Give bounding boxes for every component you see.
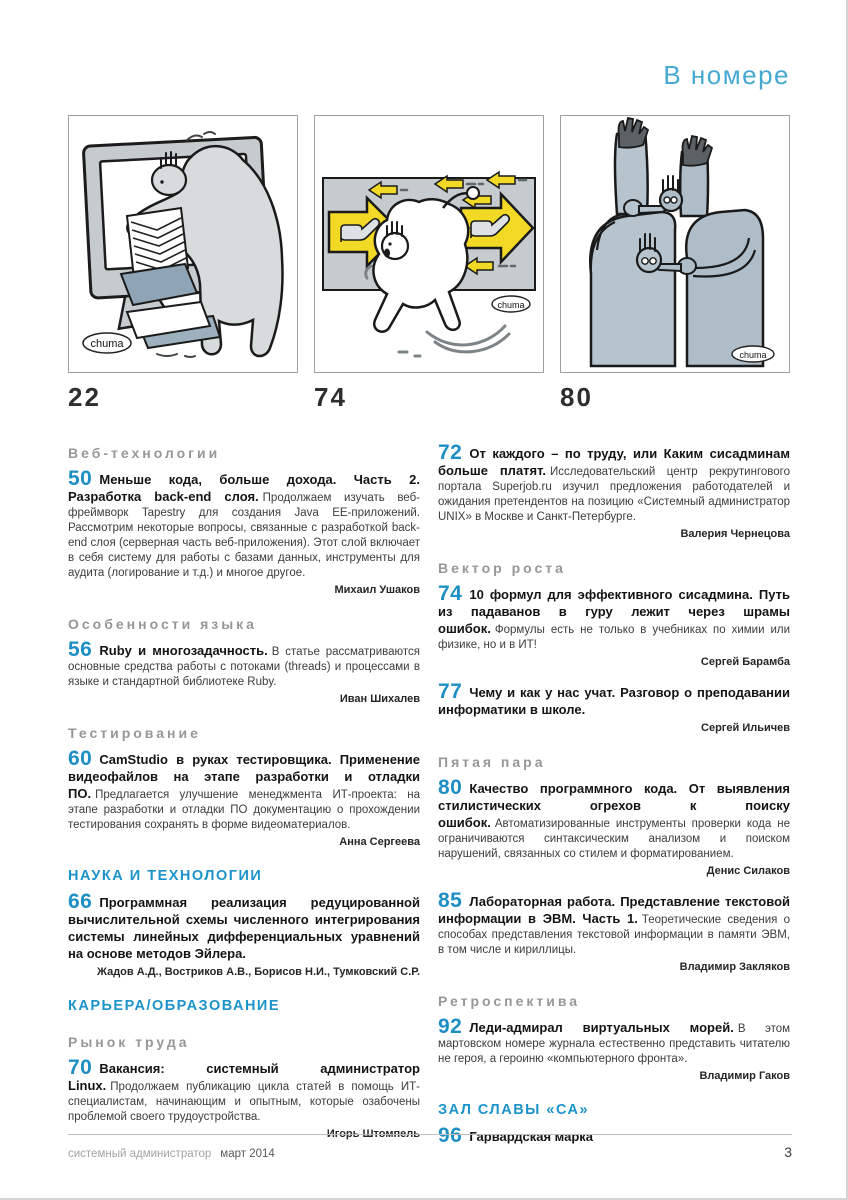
- article-page-number: 72: [438, 441, 463, 464]
- illustration-column: [560, 115, 790, 413]
- cartoon-80-image: [561, 116, 789, 372]
- article-author: Денис Силаков: [706, 865, 790, 877]
- article-66: [68, 890, 420, 978]
- article-desc: В статье рассматриваются основные средства работы с потоками (threads) и процессами в языке и стандартной библиотеке Ruby.: [68, 646, 420, 688]
- article-80: [438, 776, 790, 877]
- article-page-number: 77: [438, 680, 463, 703]
- section-heading-language: Особенности языка: [68, 616, 257, 632]
- article-77: [438, 680, 790, 734]
- article-title: Качество программного кода. От выявления стилистических огрехов к поиску ошибок.: [438, 781, 790, 830]
- artist-signature: [492, 296, 530, 312]
- article-72: [438, 441, 790, 540]
- section-heading-retrospective: Ретроспектива: [438, 993, 581, 1009]
- cartoon-running-between-arrows: [314, 115, 544, 373]
- section-heading-growth-vector: Вектор роста: [438, 560, 566, 576]
- page-content: [68, 60, 790, 1162]
- article-body: [68, 1056, 420, 1125]
- article-author: Михаил Ушаков: [334, 584, 420, 596]
- article-desc: Формулы есть не только в учебниках по химии или физике, но и в ИТ!: [438, 624, 790, 651]
- illustration-page-number: 22: [68, 382, 101, 412]
- article-body: [68, 467, 420, 581]
- article-85: [438, 889, 790, 973]
- article-page-number: 80: [438, 776, 463, 799]
- toc-column-right: [438, 441, 791, 1162]
- svg-text:chuma: chuma: [90, 338, 124, 350]
- artist-signature: [732, 346, 774, 362]
- illustration-column: [68, 115, 298, 413]
- article-74: [438, 582, 790, 668]
- svg-text:chuma: chuma: [497, 300, 525, 310]
- page-number: 3: [784, 1144, 792, 1160]
- article-desc: Продолжаем публикацию цикла статей в помощь ИТ-специалистам, начинающим и опытным, которые озабочены проблемой своего трудоустройства.: [68, 1081, 420, 1123]
- article-page-number: 85: [438, 889, 463, 912]
- article-author: Иван Шихалев: [339, 693, 420, 705]
- article-50: [68, 467, 420, 596]
- article-body: [438, 1015, 791, 1067]
- article-desc: Продолжаем изучать веб-фреймворк Tapestry для создания Java EE-приложений. Рассмотрим некоторые вопросы, связанные с разработкой back-end слоя (серверная часть веб-приложения). Этот слой включает в себя систему для работы с базами данных, инструменты для аудита (логирование и т.д.) и многое другое.: [68, 492, 420, 579]
- article-title: Леди-адмирал виртуальных морей.: [469, 1020, 734, 1035]
- article-body: [68, 747, 420, 833]
- section-heading-testing: Тестирование: [68, 725, 201, 741]
- article-title: Программная реализация редуцированной вычислительной схемы численного интегрирования системы линейных дифференциальных уравнений на основе методов Эйлера.: [68, 895, 420, 961]
- article-author: Жадов А.Д., Востриков А.В., Борисов Н.И., Тумковский С.Р.: [97, 966, 420, 978]
- illustration-row: [68, 115, 790, 413]
- left-figure: [590, 118, 675, 366]
- article-body: [438, 680, 790, 719]
- cartoon-22-image: [69, 116, 297, 372]
- article-author: Валерия Чернецова: [680, 528, 790, 540]
- article-title: CamStudio в руках тестировщика. Применение видеофайлов на этапе разработки и отладки ПО.: [68, 752, 420, 801]
- article-author: Игорь Штомпель: [326, 1128, 420, 1140]
- article-title: Гарвардская марка: [469, 1129, 593, 1144]
- upper-head: [660, 176, 682, 211]
- article-title: Чему и как у нас учат. Разговор о преподавании информатики в школе.: [438, 685, 790, 717]
- article-title: 10 формул для эффективного сисадмина. Путь из падаванов в гуру лежит через шрамы ошибок.: [438, 587, 790, 636]
- illustration-page-number: 74: [314, 382, 347, 412]
- svg-text:chuma: chuma: [739, 350, 767, 360]
- article-92: [438, 1015, 791, 1082]
- issue-date: март 2014: [220, 1148, 275, 1160]
- article-author: Сергей Ильичев: [701, 722, 790, 734]
- section-heading-science-tech: НАУКА И ТЕХНОЛОГИИ: [68, 868, 263, 884]
- article-title: От каждого – по труду, или Каким сисадминам больше платят.: [438, 446, 790, 478]
- illustration-column: [314, 115, 544, 413]
- section-heading-fifth-period: Пятая пара: [438, 754, 546, 770]
- article-70: [68, 1056, 420, 1140]
- article-56: [68, 638, 420, 705]
- illustration-page-number: 80: [560, 382, 593, 412]
- artist-signature: [83, 333, 131, 353]
- toc-columns: [68, 441, 791, 1162]
- article-body: [438, 441, 790, 525]
- article-page-number: 50: [68, 467, 93, 490]
- article-desc: Теоретические сведения о способах представления текстовой информации в памяти ЭВМ, в том числе и кириллицы.: [438, 914, 790, 956]
- article-page-number: 56: [68, 638, 93, 661]
- article-page-number: 70: [68, 1056, 93, 1079]
- article-title: Вакансия: системный администратор Linux.: [68, 1061, 420, 1093]
- article-body: [68, 638, 420, 690]
- section-heading-career-education: КАРЬЕРА/ОБРАЗОВАНИЕ: [68, 998, 281, 1014]
- cartoon-pulling-paper-from-monitor: [68, 115, 298, 373]
- article-author: Сергей Барамба: [700, 656, 790, 668]
- section-heading-job-market: Рынок труда: [68, 1034, 190, 1050]
- article-desc: В этом мартовском номере журнала естественно представить читателю не героя, а героиню «компьютерного фронта».: [438, 1023, 791, 1065]
- article-desc: Автоматизированные инструменты проверки кода не ограничиваются синтаксическим анализом и поиском нарушений, связанных со стилем и форматированием.: [438, 818, 790, 860]
- article-title: Лабораторная работа. Представление текстовой информации в ЭВМ. Часть 1.: [438, 894, 790, 926]
- article-author: Анна Сергеева: [339, 836, 420, 848]
- article-author: Владимир Гаков: [699, 1070, 790, 1082]
- cartoon-74-image: [315, 116, 543, 372]
- journal-name: системный администратор: [68, 1148, 212, 1160]
- article-author: Владимир Закляков: [679, 961, 790, 973]
- article-page-number: 66: [68, 890, 93, 913]
- footer-journal-info: [68, 1148, 275, 1160]
- page-title: В номере: [663, 60, 790, 90]
- section-heading-web-tech: Веб-технологии: [68, 445, 221, 461]
- cartoon-figures-pointing: [560, 115, 790, 373]
- section-heading-hall-of-fame: ЗАЛ СЛАВЫ «СА»: [438, 1102, 590, 1118]
- article-body: [438, 776, 790, 862]
- toc-column-left: [68, 445, 420, 1162]
- article-page-number: 74: [438, 582, 463, 605]
- article-title: Меньше кода, больше дохода. Часть 2. Разработка back-end слоя.: [68, 472, 420, 504]
- article-60: [68, 747, 420, 848]
- article-body: [438, 889, 790, 958]
- article-title: Ruby и многозадачность.: [99, 643, 268, 658]
- article-page-number: 92: [438, 1015, 463, 1038]
- page-footer: [68, 1134, 792, 1160]
- article-page-number: 96: [438, 1124, 463, 1147]
- article-body: [68, 890, 420, 963]
- article-body: [438, 582, 790, 653]
- article-desc: Исследовательский центр рекрутингового портала Superjob.ru изучил предложения работодателей и ожидания претендентов на позицию «Системный администратор UNIX» в Москве и Санкт-Петербурге.: [438, 466, 790, 523]
- article-desc: Предлагается улучшение менеджмента ИТ-проекта: на этапе разработки и отладки ПО документацию о прохождении тестирования сохранять в форме видеоматериалов.: [68, 789, 420, 831]
- article-page-number: 60: [68, 747, 93, 770]
